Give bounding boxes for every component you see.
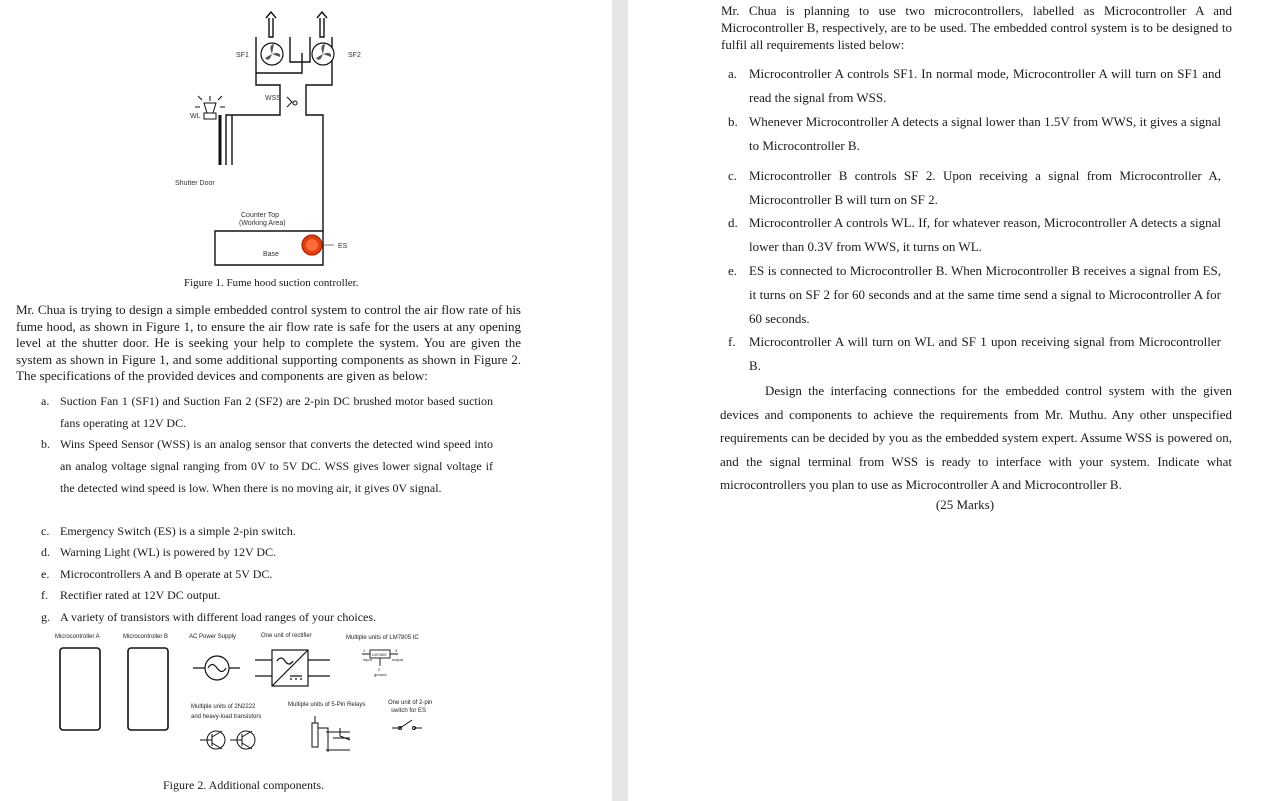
figure-1-caption: Figure 1. Fume hood suction controller. xyxy=(184,277,359,289)
sf1-label: SF1 xyxy=(236,52,249,59)
requirement-item xyxy=(728,164,1221,212)
transistors-label-line1: Multiple units of 2N2222 xyxy=(191,704,256,710)
spec-item xyxy=(41,390,493,434)
lm7805-pin3-label: 3 xyxy=(395,648,398,653)
spec-item xyxy=(41,606,493,628)
switch-label-line1: One unit of 2-pin xyxy=(388,700,433,706)
spec-item-marker: c. xyxy=(41,524,50,538)
spec-item-text: Microcontrollers A and B operate at 5V DC. xyxy=(60,567,273,581)
requirement-item-text: Microcontroller B controls SF 2. Upon receiving a signal from Microcontroller A, Microcontroller B will turn on SF 2. xyxy=(749,168,1221,207)
spec-item-marker: a. xyxy=(41,394,50,408)
spec-item-marker: d. xyxy=(41,545,50,559)
requirement-item-marker: b. xyxy=(728,114,738,129)
sf1-fan-icon xyxy=(261,43,283,65)
ac-supply-icon xyxy=(193,656,240,680)
figure-2-caption: Figure 2. Additional components. xyxy=(163,778,324,792)
requirement-item-marker: f. xyxy=(728,334,736,349)
intro-paragraph: Mr. Chua is trying to design a simple embedded control system to control the air flow rate of his fume hood, as shown in Figure 1, to ensure the air flow rate is safe for the users at any opening level at the shutter door. He is seeking your help to complete the system. You are given the system as shown in Figure 1, and some additional supporting components as shown in Figure 2. The specifications of the provided devices and components are given as below: xyxy=(16,302,521,383)
ac-supply-label: AC Power Supply xyxy=(189,634,237,640)
spec-item xyxy=(41,433,493,499)
mcu-a-label: Microcontroller A xyxy=(55,634,100,640)
spec-item-marker: f. xyxy=(41,588,48,602)
es-switch-component-icon xyxy=(392,720,422,730)
mcu-b-box xyxy=(128,648,168,730)
requirement-item-marker: e. xyxy=(728,263,738,278)
base-label: Base xyxy=(263,251,279,258)
wss-sensor-icon xyxy=(287,97,297,107)
requirement-item-text: Microcontroller A controls SF1. In normal mode, Microcontroller A will turn on SF1 and read the signal from WSS. xyxy=(749,66,1221,105)
requirement-item-text: Microcontroller A controls WL. If, for whatever reason, Microcontroller A detects a signal lower than 0.3V from WWS, it turns on WL. xyxy=(749,215,1221,254)
requirement-item-text: Whenever Microcontroller A detects a signal lower than 1.5V from WWS, it gives a signal to Microcontroller B. xyxy=(749,114,1221,153)
spec-item-text: Rectifier rated at 12V DC output. xyxy=(60,588,221,602)
spec-item xyxy=(41,520,493,542)
spec-item-text: Wins Speed Sensor (WSS) is an analog sensor that converts the detected wind speed into an analog voltage signal ranging from 0V to 5V DC. WSS gives lower signal voltage if the detected wind speed is low. When there is no moving air, it gives 0V signal. xyxy=(60,437,493,495)
shutter-door-label: Shutter Door xyxy=(175,180,215,187)
spec-item-text: A variety of transistors with different load ranges of your choices. xyxy=(60,610,377,624)
requirement-item xyxy=(728,330,1221,378)
relays-label: Multiple units of 5-Pin Relays xyxy=(288,702,366,708)
spec-item-text: Warning Light (WL) is powered by 12V DC. xyxy=(60,545,277,559)
rectifier-icon xyxy=(255,650,330,686)
design-task-paragraph: Design the interfacing connections for the embedded control system with the given devices and components to achieve the requirements from Mr. Muthu. Any other unspecified requirements can be decided by you as the embedded system expert. Assume WSS is powered on, and the signal terminal from WSS is ready to interface with your system. Indicate what microcontrollers you plan to use as Microcontroller A and Microcontroller B. xyxy=(720,383,1232,492)
figure-1-fume-hood-diagram xyxy=(160,5,380,275)
mcu-b-label: Microcontroller B xyxy=(123,634,169,640)
spec-item xyxy=(41,541,493,563)
relay-icon xyxy=(312,716,350,752)
requirement-item-text: ES is connected to Microcontroller B. When Microcontroller B receives a signal from ES, it turns on SF 2 for 60 seconds and at the same time send a signal to Microcontroller A for 60 seconds. xyxy=(749,263,1221,326)
right-intro-paragraph: Mr. Chua is planning to use two microcontrollers, labelled as Microcontroller A and Microcontroller B, respectively, are to be used. The embedded control system is to be designed to fulfil all requirements listed below: xyxy=(721,3,1232,52)
requirement-item xyxy=(728,62,1221,110)
wss-label: WSS xyxy=(265,95,281,102)
requirement-item xyxy=(728,259,1221,331)
requirement-item xyxy=(728,211,1221,259)
requirement-item-marker: c. xyxy=(728,168,738,183)
spec-item-marker: b. xyxy=(41,437,50,451)
transistors-label-line2: and heavy-load transistors xyxy=(191,714,262,720)
spec-item-marker: g. xyxy=(41,610,50,624)
spec-item xyxy=(41,563,493,585)
lm7805-input-label: input xyxy=(363,657,372,662)
spec-item-marker: e. xyxy=(41,567,50,581)
spec-item xyxy=(41,584,493,606)
requirement-item-marker: d. xyxy=(728,215,738,230)
lm7805-pin1-label: 1 xyxy=(363,648,366,653)
requirement-item xyxy=(728,110,1221,158)
spec-item-text: Emergency Switch (ES) is a simple 2-pin switch. xyxy=(60,524,296,538)
lm7805-ground-label: ground xyxy=(374,672,387,677)
switch-label-line2: switch for ES xyxy=(391,708,427,714)
lm7805-label: Multiple units of LM7805 IC xyxy=(346,635,419,641)
page-gutter xyxy=(612,0,628,801)
rectifier-label: One unit of rectifier xyxy=(261,633,312,639)
requirement-item-marker: a. xyxy=(728,66,738,81)
counter-top-label-line2: (Working Area) xyxy=(239,220,286,227)
lm7805-pin2-label: 2 xyxy=(378,667,381,672)
transistor-icon xyxy=(200,731,255,749)
es-label: ES xyxy=(338,243,348,250)
counter-top-label-line1: Counter Top xyxy=(241,212,280,219)
mcu-a-box xyxy=(60,648,100,730)
sf2-label: SF2 xyxy=(348,52,361,59)
wl-label: WL xyxy=(190,113,201,120)
spec-item-text: Suction Fan 1 (SF1) and Suction Fan 2 (SF2) are 2-pin DC brushed motor based suction fans operating at 12V DC. xyxy=(60,394,493,430)
sf2-fan-icon xyxy=(312,43,334,65)
figure-2-components-diagram xyxy=(50,628,450,763)
marks-label: (25 Marks) xyxy=(935,497,995,512)
lm7805-chip-label: LM7805 xyxy=(372,652,387,657)
es-switch-icon xyxy=(302,235,334,255)
lm7805-output-label: output xyxy=(392,657,404,662)
requirement-item-text: Microcontroller A will turn on WL and SF 1 upon receiving signal from Microcontroller B. xyxy=(749,334,1221,373)
